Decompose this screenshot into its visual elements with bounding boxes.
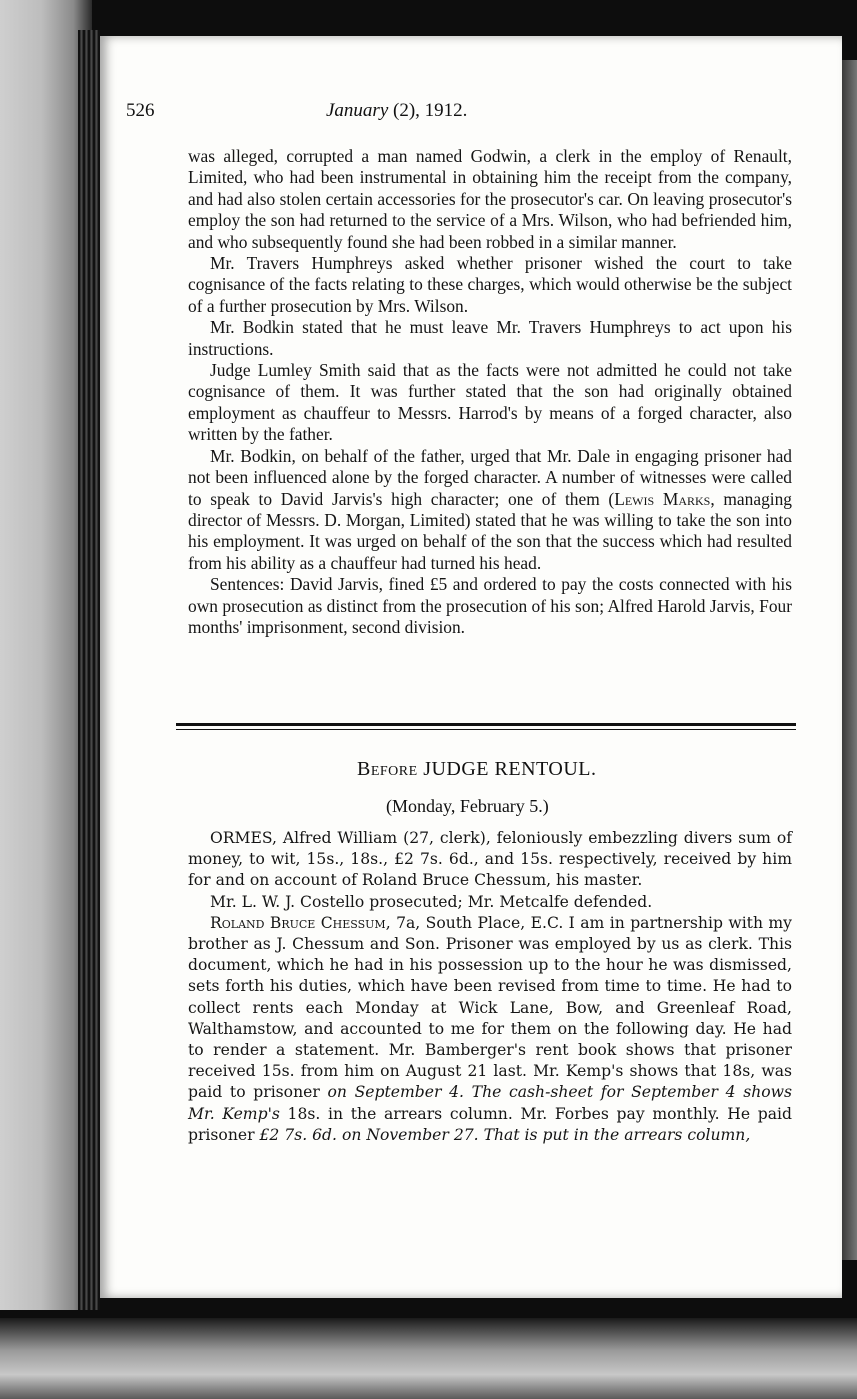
paragraph: ORMES, Alfred William (27, clerk), feloniously embezzling divers sum of money, to wit, 15s., 18s., £2 7s. 6d., and 15s. respectively, received by him for and on account of Roland Bruce Chessum, his master. <box>188 829 792 890</box>
date-heading: (Monday, February 5.) <box>386 796 549 816</box>
section-divider <box>176 723 796 726</box>
paragraph-italic: on September 4. The cash-sheet for September 4 shows Mr. Kemp's <box>188 1083 792 1123</box>
page-header <box>126 100 606 130</box>
paragraph-italic: £2 7s. 6d. on November 27. That is put in the arrears column, <box>259 1125 751 1144</box>
witness-name: Roland Bruce Chessum <box>210 913 386 932</box>
paragraph: Sentences: David Jarvis, fined £5 and ordered to pay the costs connected with his own prosecution as distinct from the prosecution of his son; Alfred Harold Jarvis, Four months' imprisonment, second division. <box>188 574 792 637</box>
paragraph-text: , managing director of Messrs. D. Morgan, Limited) stated that he was willing to take the son into his employment. It was urged on behalf of the son that the success which had resulted from his ability as a chauffeur had turned his head. <box>188 488 792 573</box>
scan-bottom-edge <box>0 1318 857 1399</box>
court-heading-before: Before <box>357 758 418 780</box>
paragraph <box>188 913 792 1146</box>
court-heading-judge: JUDGE RENTOUL. <box>417 758 597 780</box>
scan-right-edge <box>842 60 857 1260</box>
text-block-ormes-case <box>188 828 792 1146</box>
paragraph: Judge Lumley Smith said that as the facts were not admitted he could not take cognisance of them. It was further stated that the son had originally obtained employment as chauffeur to Messrs. Harrod's by means of a forged character, also written by the father. <box>188 360 792 445</box>
paragraph: Mr. Bodkin stated that he must leave Mr. Travers Humphreys to act upon his instructions. <box>188 317 792 359</box>
page-number: 526 <box>126 100 155 121</box>
running-head-date: (2), 1912. <box>388 100 468 121</box>
court-heading <box>357 758 596 781</box>
paragraph: was alleged, corrupted a man named Godwin, a clerk in the employ of Renault, Limited, who had been instrumental in obtaining him the receipt from the company, and had also stolen certain accessories for the prosecutor's car. On leaving prosecutor's employ the son had returned to the service of a Mrs. Wilson, who had befriended him, and who subsequently found she had been robbed in a similar manner. <box>188 146 792 252</box>
running-head <box>326 100 467 122</box>
paragraph-text: , 7a, South Place, E.C. I am in partnership with my brother as J. Chessum and Son. Prisoner was employed by us as clerk. This document, which he had in his possession up to the hour he was dismissed, sets forth his duties, which have been revised from time to time. He had to collect rents each Monday at Wick Lane, Bow, and Greenleaf Road, Walthamstow, and accounted to me for them on the following day. He had to render a statement. Mr. Bamberger's rent book shows that prisoner received 15s. from him on August 21 last. Mr. Kemp's shows that 18s, was paid to prisoner <box>188 913 792 1102</box>
paragraph-text: Mr. Bodkin, on behalf of the father, urged that Mr. Dale in engaging prisoner had not been influenced alone by the forged character. A number of witnesses were called to speak to David Jarvis's high character; one of them ( <box>188 445 792 509</box>
witness-name: Lewis Marks <box>614 488 711 509</box>
paragraph-text: 18s. in the arrears column. Mr. Forbes pay monthly. He paid prisoner <box>188 1104 792 1144</box>
paragraph <box>188 446 792 574</box>
text-block-jarvis-case <box>188 146 792 638</box>
book-gutter <box>78 30 100 1310</box>
paragraph: Mr. L. W. J. Costello prosecuted; Mr. Metcalfe defended. <box>210 892 653 911</box>
running-head-month: January <box>326 100 389 121</box>
section-divider-thin <box>176 729 796 730</box>
paragraph: Mr. Travers Humphreys asked whether prisoner wished the court to take cognisance of the facts relating to these charges, which would otherwise be the subject of a further prosecution by Mrs. Wilson. <box>188 253 792 316</box>
